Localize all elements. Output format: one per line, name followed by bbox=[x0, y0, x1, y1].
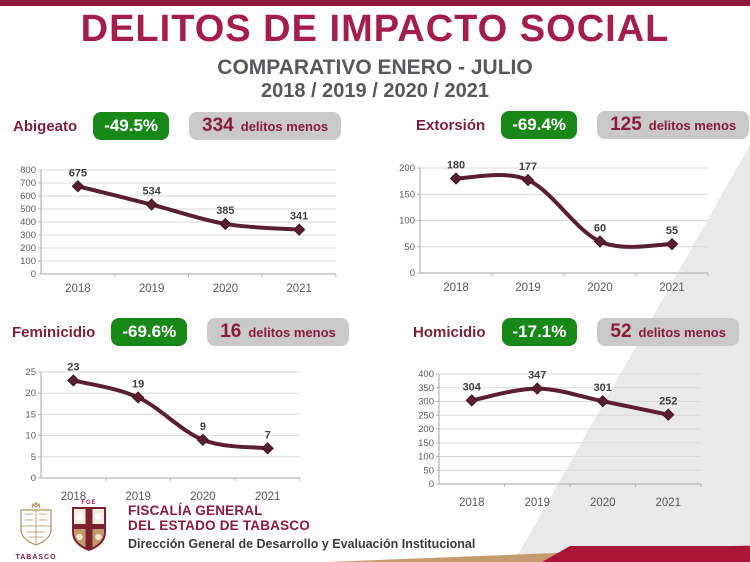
delta-count: 52 bbox=[610, 321, 632, 342]
subtitle-years: 2018 / 2019 / 2020 / 2021 bbox=[261, 80, 489, 102]
svg-text:100: 100 bbox=[418, 451, 434, 463]
svg-text:2020: 2020 bbox=[587, 282, 613, 294]
pct-change-badge: -69.4% bbox=[501, 111, 577, 139]
delta-label: delitos menos bbox=[248, 325, 336, 340]
division-name: Dirección General de Desarrollo y Evaluación Institucional bbox=[128, 537, 476, 551]
svg-text:2019: 2019 bbox=[524, 497, 551, 509]
svg-text:300: 300 bbox=[418, 396, 434, 408]
svg-text:2020: 2020 bbox=[589, 497, 616, 509]
svg-text:304: 304 bbox=[462, 381, 481, 394]
tabasco-crest-icon bbox=[13, 502, 59, 548]
pct-change-badge: -49.5% bbox=[93, 112, 169, 140]
svg-text:15: 15 bbox=[25, 409, 36, 421]
org-name-line2: DEL ESTADO DE TABASCO bbox=[128, 518, 310, 533]
svg-text:400: 400 bbox=[20, 217, 36, 228]
svg-text:600: 600 bbox=[20, 191, 36, 202]
svg-text:55: 55 bbox=[665, 225, 679, 238]
page-title: DELITOS DE IMPACTO SOCIAL bbox=[80, 8, 670, 50]
svg-text:252: 252 bbox=[659, 395, 678, 408]
subtitle-period: COMPARATIVO ENERO - JULIO bbox=[217, 56, 533, 79]
svg-text:2021: 2021 bbox=[286, 283, 312, 295]
svg-text:2021: 2021 bbox=[659, 282, 685, 294]
svg-text:19: 19 bbox=[132, 378, 145, 391]
feminicidio-line-chart bbox=[8, 360, 308, 508]
svg-text:200: 200 bbox=[418, 424, 434, 435]
svg-text:301: 301 bbox=[593, 382, 612, 395]
svg-text:0: 0 bbox=[428, 479, 434, 490]
pct-change-badge: -69.6% bbox=[111, 318, 187, 346]
svg-text:2020: 2020 bbox=[190, 491, 216, 503]
svg-text:100: 100 bbox=[399, 215, 415, 227]
chart-card-header bbox=[8, 112, 356, 140]
svg-text:347: 347 bbox=[528, 369, 547, 382]
svg-text:2020: 2020 bbox=[212, 283, 239, 295]
fge-shield-logo bbox=[70, 500, 108, 557]
chart-card-header bbox=[405, 318, 750, 346]
svg-text:100: 100 bbox=[20, 256, 36, 267]
delta-badge bbox=[597, 318, 739, 346]
svg-text:10: 10 bbox=[25, 430, 36, 442]
chart-card-extorsion bbox=[388, 111, 750, 303]
top-accent-bar bbox=[0, 0, 750, 6]
svg-text:500: 500 bbox=[20, 204, 36, 215]
svg-text:400: 400 bbox=[418, 369, 434, 380]
svg-text:180: 180 bbox=[446, 159, 466, 172]
svg-text:2021: 2021 bbox=[254, 491, 281, 503]
svg-text:0: 0 bbox=[30, 269, 36, 280]
delta-badge bbox=[597, 111, 749, 139]
svg-text:150: 150 bbox=[418, 437, 434, 449]
delta-count: 125 bbox=[610, 114, 642, 135]
crimson-accent-band bbox=[542, 546, 750, 562]
svg-text:200: 200 bbox=[20, 243, 36, 254]
svg-text:20: 20 bbox=[25, 388, 36, 400]
delta-count: 16 bbox=[220, 321, 242, 342]
chart-card-header bbox=[8, 318, 356, 346]
svg-text:2019: 2019 bbox=[125, 491, 151, 503]
delta-badge bbox=[207, 318, 349, 346]
svg-text:150: 150 bbox=[399, 189, 415, 201]
svg-text:23: 23 bbox=[67, 361, 80, 374]
delta-badge bbox=[189, 112, 341, 140]
crime-label: Feminicidio bbox=[12, 323, 96, 341]
org-name-line1: FISCALÍA GENERAL bbox=[128, 503, 263, 518]
svg-text:0: 0 bbox=[30, 473, 36, 484]
delta-label: delitos menos bbox=[240, 119, 329, 134]
svg-text:250: 250 bbox=[418, 410, 434, 422]
footer-text-block bbox=[128, 503, 475, 551]
extorsion-line-chart bbox=[390, 157, 720, 299]
delta-label: delitos menos bbox=[638, 325, 726, 340]
svg-text:675: 675 bbox=[68, 167, 88, 180]
svg-text:2019: 2019 bbox=[138, 283, 165, 295]
svg-text:25: 25 bbox=[25, 367, 36, 378]
svg-text:700: 700 bbox=[20, 178, 36, 189]
svg-text:2021: 2021 bbox=[655, 497, 682, 509]
svg-text:200: 200 bbox=[399, 163, 415, 174]
chart-card-header bbox=[388, 111, 750, 139]
svg-text:2019: 2019 bbox=[515, 282, 541, 294]
svg-text:50: 50 bbox=[423, 465, 434, 477]
crime-label: Abigeato bbox=[13, 117, 78, 135]
svg-text:2018: 2018 bbox=[443, 282, 469, 294]
homicidio-line-chart bbox=[407, 362, 713, 514]
crime-label: Extorsión bbox=[416, 116, 486, 134]
svg-text:350: 350 bbox=[418, 382, 434, 394]
delta-count: 334 bbox=[202, 115, 234, 136]
svg-text:50: 50 bbox=[404, 241, 415, 253]
pct-change-badge: -17.1% bbox=[502, 318, 578, 346]
chart-card-abigeato bbox=[8, 112, 356, 304]
svg-text:7: 7 bbox=[264, 429, 271, 442]
tabasco-caption: TABASCO bbox=[15, 554, 57, 561]
delta-label: delitos menos bbox=[648, 118, 737, 133]
svg-text:177: 177 bbox=[518, 161, 538, 174]
abigeato-line-chart bbox=[10, 158, 346, 300]
svg-text:300: 300 bbox=[20, 230, 36, 241]
svg-text:5: 5 bbox=[30, 451, 36, 463]
svg-text:9: 9 bbox=[199, 420, 206, 433]
svg-text:60: 60 bbox=[593, 222, 607, 235]
chart-card-homicidio bbox=[405, 318, 750, 518]
svg-text:800: 800 bbox=[20, 165, 36, 176]
chart-card-feminicidio bbox=[8, 318, 356, 514]
svg-text:2018: 2018 bbox=[458, 497, 485, 509]
crime-label: Homicidio bbox=[413, 323, 486, 341]
svg-text:0: 0 bbox=[409, 268, 415, 279]
tabasco-coat-of-arms bbox=[12, 502, 60, 561]
svg-text:385: 385 bbox=[216, 204, 235, 217]
svg-text:534: 534 bbox=[142, 185, 161, 198]
svg-text:2018: 2018 bbox=[60, 491, 87, 503]
svg-text:341: 341 bbox=[289, 210, 309, 223]
fge-shield-icon bbox=[71, 506, 107, 552]
svg-text:2018: 2018 bbox=[65, 283, 91, 295]
fge-caption: FGE bbox=[81, 500, 97, 506]
